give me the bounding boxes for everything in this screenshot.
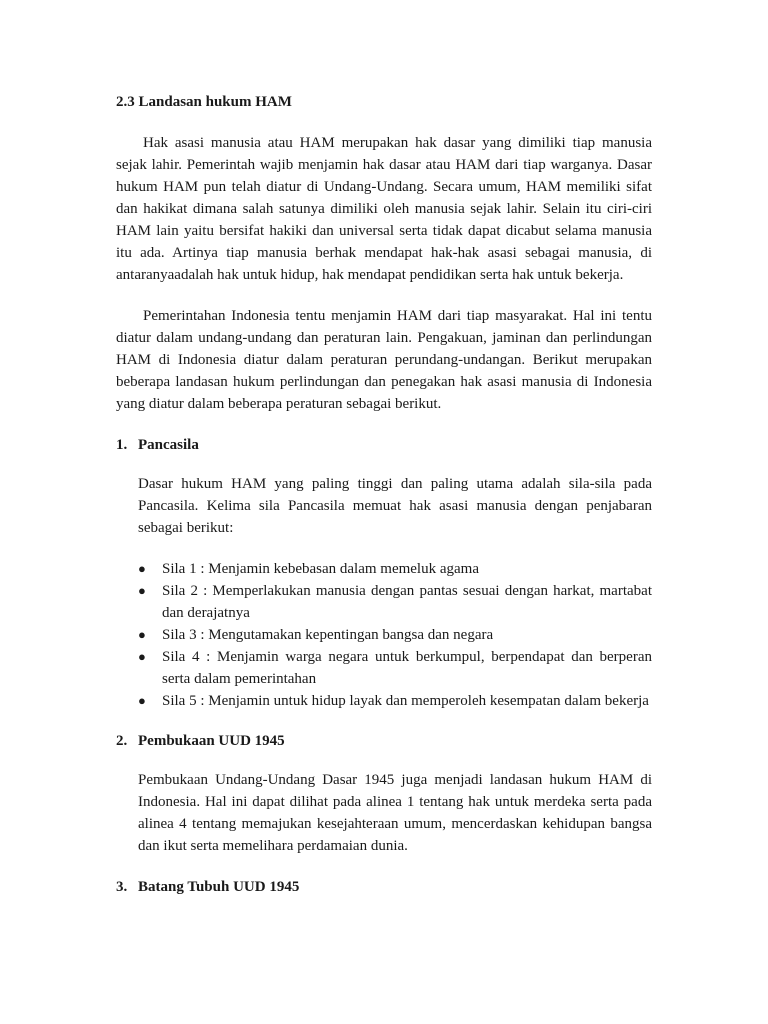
bullet-icon: ● bbox=[138, 583, 146, 598]
intro-paragraph-1: Hak asasi manusia atau HAM merupakan hak dasar yang dimiliki tiap manusia sejak lahir. Pemerintah wajib menjamin hak dasar atau HAM dari tiap warganya. Dasar hukum HAM pun telah diatur di Undang-Undang. Secara umum, HAM memiliki sifat dan hakikat dimana salah satunya dimiliki oleh manusia sejak lahir. Selain itu ciri-ciri HAM lain yaitu bersifat hakiki dan universal serta tidak dapat dicabut selama manusia itu ada. Artinya tiap manusia berhak mendapat hak-hak asasi sebagai manusia, di antaranyaadalah hak untuk hidup, hak mendapat pendidikan serta hak untuk bekerja. bbox=[116, 135, 652, 283]
bullet-icon: ● bbox=[138, 627, 146, 642]
intro-paragraph-2: Pemerintahan Indonesia tentu menjamin HAM dari tiap masyarakat. Hal ini tentu diatur dalam undang-undang dan peraturan lain. Pengakuan, jaminan dan perlindungan HAM di Indonesia diatur dalam peraturan perundang-undangan. Berikut merupakan beberapa landasan hukum perlindungan dan penegakan hak asasi manusia di Indonesia yang diatur dalam beberapa peraturan sebagai berikut. bbox=[116, 308, 652, 412]
section-2-body: Pembukaan Undang-Undang Dasar 1945 juga menjadi landasan hukum HAM di Indonesia. Hal ini dapat dilihat pada alinea 1 tentang hak untuk merdeka serta pada alinea 4 tentang memajukan kesejahteraan umum, mencerdaskan kehidupan bangsa dan ikut serta memelihara perdamaian dunia. bbox=[138, 772, 652, 854]
list-item: ● Sila 3 : Mengutamakan kepentingan bangsa dan negara bbox=[138, 624, 652, 646]
section-3-title-text: Batang Tubuh UUD 1945 bbox=[138, 879, 300, 895]
section-2-title bbox=[116, 730, 652, 752]
bullet-icon: ● bbox=[138, 693, 146, 708]
section-1-title bbox=[116, 434, 652, 456]
section-3-title bbox=[116, 876, 652, 898]
section-heading: 2.3 Landasan hukum HAM bbox=[116, 94, 292, 110]
section-1-title-text: Pancasila bbox=[138, 437, 199, 453]
section-1-number: 1. bbox=[116, 437, 128, 453]
list-item: ● Sila 4 : Menjamin warga negara untuk berkumpul, berpendapat dan berperan serta dalam pemerintahan bbox=[138, 646, 652, 690]
section-3-number: 3. bbox=[116, 879, 128, 895]
section-2-title-text: Pembukaan UUD 1945 bbox=[138, 733, 285, 749]
section-1-body: Dasar hukum HAM yang paling tinggi dan paling utama adalah sila-sila pada Pancasila. Kelima sila Pancasila memuat hak asasi manusia dengan penjabaran sebagai berikut: bbox=[138, 476, 652, 536]
section-2-number: 2. bbox=[116, 733, 128, 749]
list-item: ● Sila 1 : Menjamin kebebasan dalam memeluk agama bbox=[138, 558, 652, 580]
bullet-icon: ● bbox=[138, 649, 146, 664]
sila-list bbox=[138, 558, 652, 712]
document-page bbox=[116, 91, 652, 898]
bullet-icon: ● bbox=[138, 561, 146, 576]
list-item: ● Sila 2 : Memperlakukan manusia dengan pantas sesuai dengan harkat, martabat dan derajatnya bbox=[138, 580, 652, 624]
list-item: ● Sila 5 : Menjamin untuk hidup layak dan memperoleh kesempatan dalam bekerja bbox=[138, 690, 652, 712]
